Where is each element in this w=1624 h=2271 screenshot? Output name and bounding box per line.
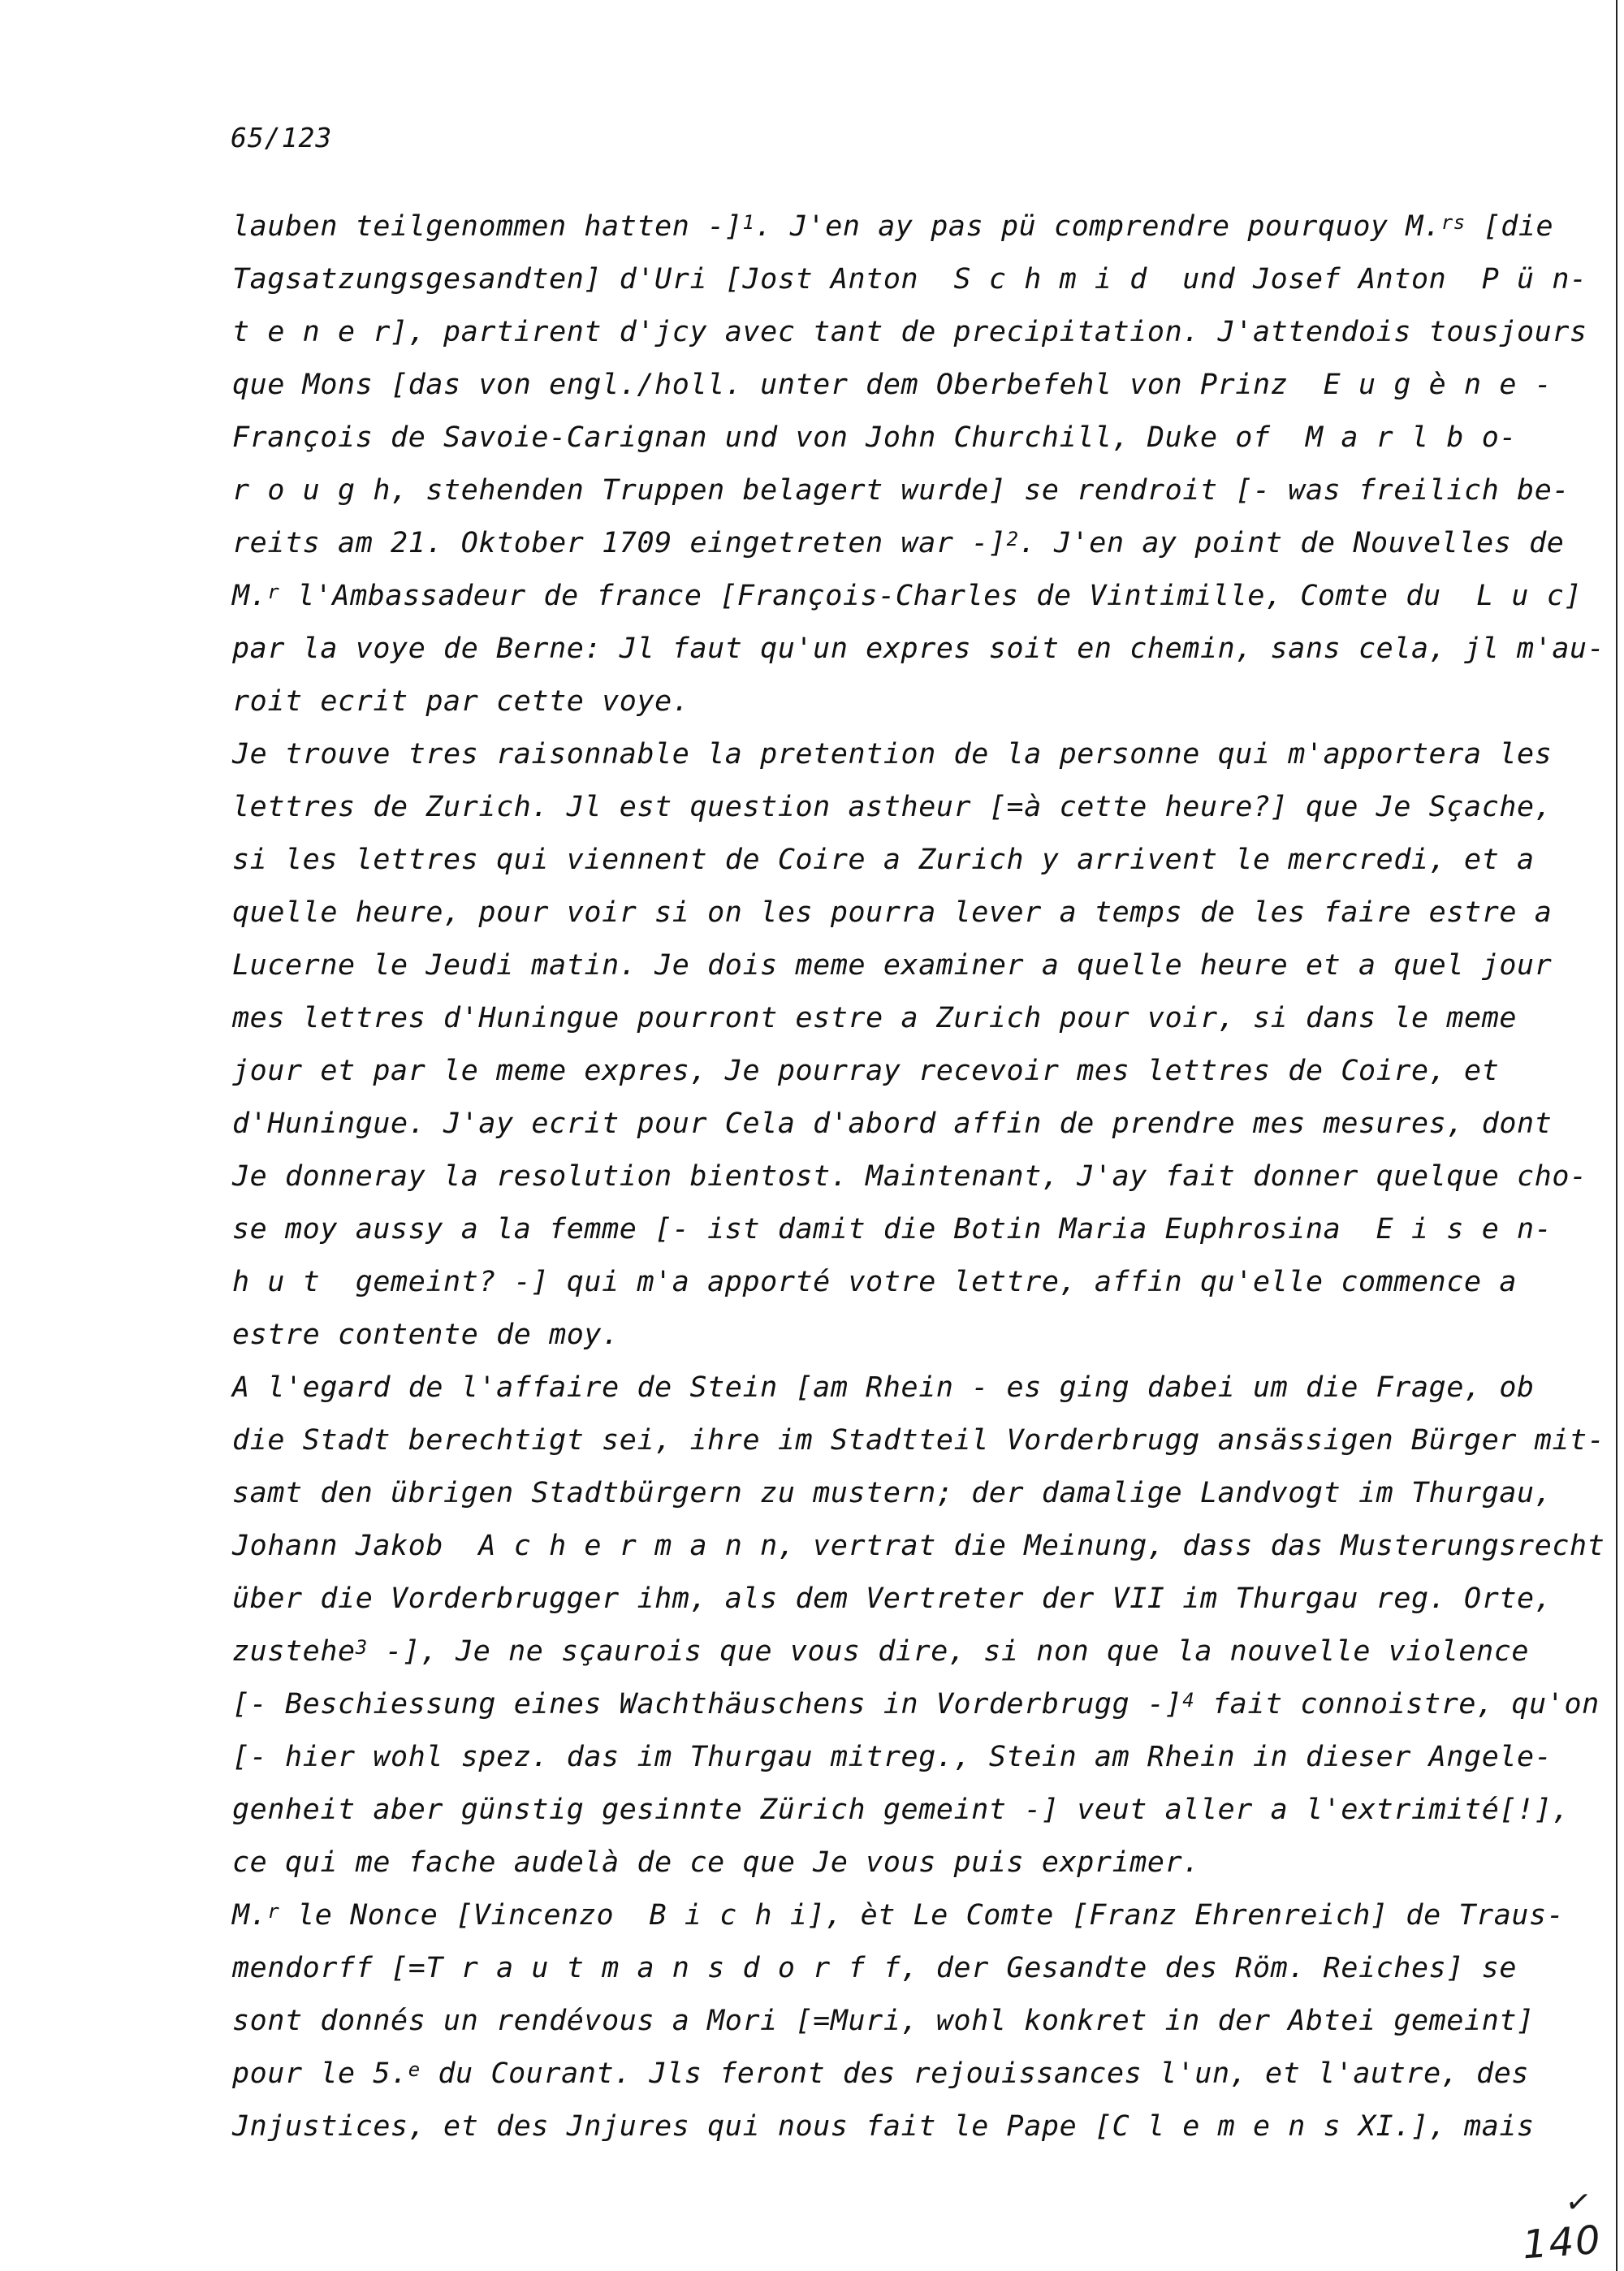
text-line	[232, 1160, 1587, 1193]
line-text: si les lettres qui viennent de Coire a Zurich y arrivent le mercredi, et a	[232, 844, 1535, 876]
footnote-marker: r	[267, 1900, 280, 1923]
line-text: le Nonce [Vincenzo B i c h i], èt Le Comte [Franz Ehrenreich] de Traus-	[279, 1899, 1565, 1932]
line-text: mes lettres d'Huningue pourront estre a Zurich pour voir, si dans le meme	[232, 1002, 1518, 1034]
line-text: l'Ambassadeur de france [François-Charles de Vintimille, Comte du L u c]	[279, 580, 1583, 612]
text-line	[232, 421, 1518, 454]
text-line	[232, 1899, 1565, 1932]
line-text: lauben teilgenommen hatten -]	[232, 210, 743, 243]
line-text: ce qui me fache audelà de ce que Je vous puis exprimer.	[232, 1846, 1200, 1879]
line-text: du Courant. Jls feront des rejouissances l'un, et l'autre, des	[420, 2057, 1530, 2090]
text-line	[232, 740, 1552, 769]
text-line	[232, 1215, 1552, 1244]
text-line	[232, 2110, 1535, 2143]
text-line	[232, 1846, 1200, 1879]
text-line	[232, 263, 1587, 296]
line-text: -], Je ne sçaurois que vous dire, si non que la nouvelle violence	[367, 1635, 1530, 1668]
text-line	[232, 949, 1553, 982]
footnote-marker: rs	[1440, 211, 1466, 234]
check-mark: ✓	[1563, 2182, 1594, 2222]
text-line	[232, 1371, 1535, 1404]
text-line	[232, 1268, 1517, 1297]
text-line	[232, 793, 1552, 822]
line-text: h u t gemeint? -] qui m'a apporté votre lettre, affin qu'elle commence a	[232, 1266, 1518, 1298]
line-text: M.	[232, 1899, 268, 1932]
text-line	[232, 474, 1570, 507]
text-line	[232, 318, 1587, 347]
footnote-marker: r	[267, 581, 280, 603]
line-text: [- Beschiessung eines Wachthäuschens in Vorderbrugg -]	[232, 1688, 1183, 1721]
line-text: Jnjustices, et des Jnjures qui nous fait le Pape [C l e m e n s XI.], mais	[232, 2110, 1535, 2143]
text-line	[232, 1057, 1499, 1086]
text-line	[232, 1321, 620, 1349]
line-text: Tagsatzungsgesandten] d'Uri [Jost Anton S c h m i d und Josef Anton P ü n-	[232, 263, 1587, 296]
folio-number: 140	[1521, 2217, 1604, 2269]
text-line	[232, 635, 1605, 663]
line-text: r o u g h, stehenden Truppen belagert wurde] se rendroit [- was freilich be-	[232, 474, 1570, 507]
text-line	[232, 1004, 1517, 1033]
text-line	[232, 1743, 1552, 1772]
text-line	[232, 529, 1564, 558]
text-line	[232, 846, 1535, 874]
footnote-marker: 1	[742, 211, 755, 234]
text-line	[232, 1532, 1605, 1561]
line-text: . J'en ay pas pü comprendre pourquoy M.	[754, 210, 1441, 243]
line-text: M.	[232, 580, 268, 612]
text-line	[232, 1954, 1517, 1983]
text-line	[232, 210, 1554, 243]
line-text: zustehe	[232, 1635, 356, 1668]
line-text: pour le 5.	[232, 2057, 408, 2090]
line-text: quelle heure, pour voir si on les pourra lever a temps de les faire estre a	[232, 896, 1553, 929]
line-text: estre contente de moy.	[232, 1319, 620, 1351]
text-line	[232, 896, 1553, 929]
line-text: mendorff [=T r a u t m a n s d o r f f, der Gesandte des Röm. Reiches] se	[232, 1952, 1518, 1984]
line-text: sont donnés un rendévous a Mori [=Muri, wohl konkret in der Abtei gemeint]	[232, 2005, 1535, 2037]
line-text: die Stadt berechtigt sei, ihre im Stadtteil Vorderbrugg ansässigen Bürger mit-	[232, 1424, 1605, 1457]
text-line	[232, 1424, 1605, 1457]
line-text: par la voye de Berne: Jl faut qu'un expres soit en chemin, sans cela, jl m'au-	[232, 633, 1605, 665]
text-line	[232, 1690, 1600, 1719]
text-line	[232, 582, 1582, 611]
line-text: se moy aussy a la femme [- ist damit die Botin Maria Euphrosina E i s e n-	[232, 1213, 1553, 1246]
line-text: [- hier wohl spez. das im Thurgau mitreg., Stein am Rhein in dieser Angele-	[232, 1741, 1553, 1773]
line-text: [die	[1465, 210, 1554, 243]
line-text: genheit aber günstig gesinnte Zürich gemeint -] veut aller a l'extrimité[!],	[232, 1794, 1570, 1826]
text-line	[232, 371, 1552, 399]
page-label: 65/123	[231, 122, 333, 153]
footnote-marker: 3	[355, 1636, 368, 1659]
line-text: t e n e r], partirent d'jcy avec tant de precipitation. J'attendois tousjours	[232, 316, 1587, 348]
line-text: . J'en ay point de Nouvelles de	[1018, 527, 1565, 559]
text-line	[232, 2007, 1535, 2036]
line-text: jour et par le meme expres, Je pourray recevoir mes lettres de Coire, et	[232, 1055, 1500, 1087]
page-border	[1616, 0, 1618, 2271]
line-text: d'Huningue. J'ay ecrit pour Cela d'abord affin de prendre mes mesures, dont	[232, 1107, 1553, 1140]
text-line	[232, 1582, 1553, 1615]
line-text: lettres de Zurich. Jl est question astheur [=à cette heure?] que Je Sçache,	[232, 791, 1553, 823]
line-text: que Mons [das von engl./holl. unter dem Oberbefehl von Prinz E u g è n e -	[232, 369, 1553, 401]
footnote-marker: 4	[1182, 1689, 1195, 1712]
line-text: roit ecrit par cette voye.	[232, 685, 690, 718]
line-text: reits am 21. Oktober 1709 eingetreten war -]	[232, 527, 1007, 559]
line-text: Johann Jakob A c h e r m a n n, vertrat die Meinung, dass das Musterungsrecht	[232, 1530, 1605, 1562]
line-text: François de Savoie-Carignan und von John Churchill, Duke of M a r l b o-	[232, 421, 1518, 454]
text-line	[232, 2057, 1530, 2090]
line-text: über die Vorderbrugger ihm, als dem Vertreter der VII im Thurgau reg. Orte,	[232, 1582, 1553, 1615]
line-text: A l'egard de l'affaire de Stein [am Rhein - es ging dabei um die Frage, ob	[232, 1371, 1535, 1404]
line-text: samt den übrigen Stadtbürgern zu mustern; der damalige Landvogt im Thurgau,	[232, 1477, 1553, 1509]
text-line	[232, 1796, 1570, 1824]
text-line	[232, 1479, 1552, 1508]
line-text: Lucerne le Jeudi matin. Je dois meme examiner a quelle heure et a quel jour	[232, 949, 1553, 982]
line-text: Je donneray la resolution bientost. Maintenant, J'ay fait donner quelque cho-	[232, 1160, 1587, 1193]
text-line	[232, 1635, 1530, 1668]
line-text: Je trouve tres raisonnable la pretention de la personne qui m'apportera les	[232, 738, 1553, 771]
line-text: fait connoistre, qu'on	[1194, 1688, 1600, 1721]
footnote-marker: 2	[1006, 528, 1019, 550]
text-line	[232, 685, 690, 718]
text-line	[232, 1107, 1553, 1140]
footnote-marker: e	[408, 2058, 421, 2081]
